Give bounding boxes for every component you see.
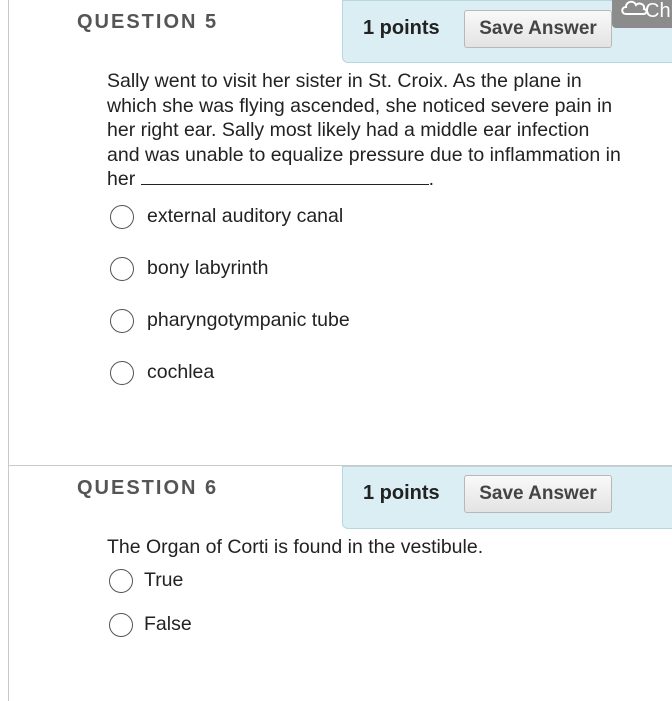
question-5-title: QUESTION 5 [77,11,219,33]
cloud-icon [620,0,648,18]
question-5-text-end: . [428,168,435,190]
option-label: bony labyrinth [147,257,269,279]
option-label: external auditory canal [147,205,344,227]
radio-button[interactable] [110,257,134,281]
question-5-text [107,69,627,192]
radio-button[interactable] [110,309,134,333]
radio-button[interactable] [110,361,134,385]
question-5-card [8,0,672,465]
question-6-card [8,465,672,701]
radio-button[interactable] [109,569,133,593]
option-label: cochlea [147,361,215,383]
option-label: False [144,613,192,635]
question-5-text-body: Sally went to visit her sister in St. Croix. As the plane in which she was flying ascended, she noticed severe pain in her right ear. Sally most likely had a middle ear infection and was unable to equalize pressure due to inflammation in her [107,70,621,190]
question-6-text: The Organ of Corti is found in the vestibule. [107,536,484,558]
question-5-save-answer-button[interactable]: Save Answer [464,10,612,48]
question-5-points: 1 points [363,17,440,39]
question-6-title: QUESTION 6 [77,477,219,499]
answer-blank [141,168,429,185]
option-label: pharyngotympanic tube [147,309,350,331]
question-6-save-answer-button[interactable]: Save Answer [464,475,612,513]
question-6-points-panel [342,466,672,529]
radio-button[interactable] [110,205,134,229]
option-label: True [144,569,184,591]
corner-widget-label: Ch [645,0,671,22]
radio-button[interactable] [109,613,133,637]
corner-widget[interactable] [612,0,672,28]
question-6-points: 1 points [363,482,440,504]
